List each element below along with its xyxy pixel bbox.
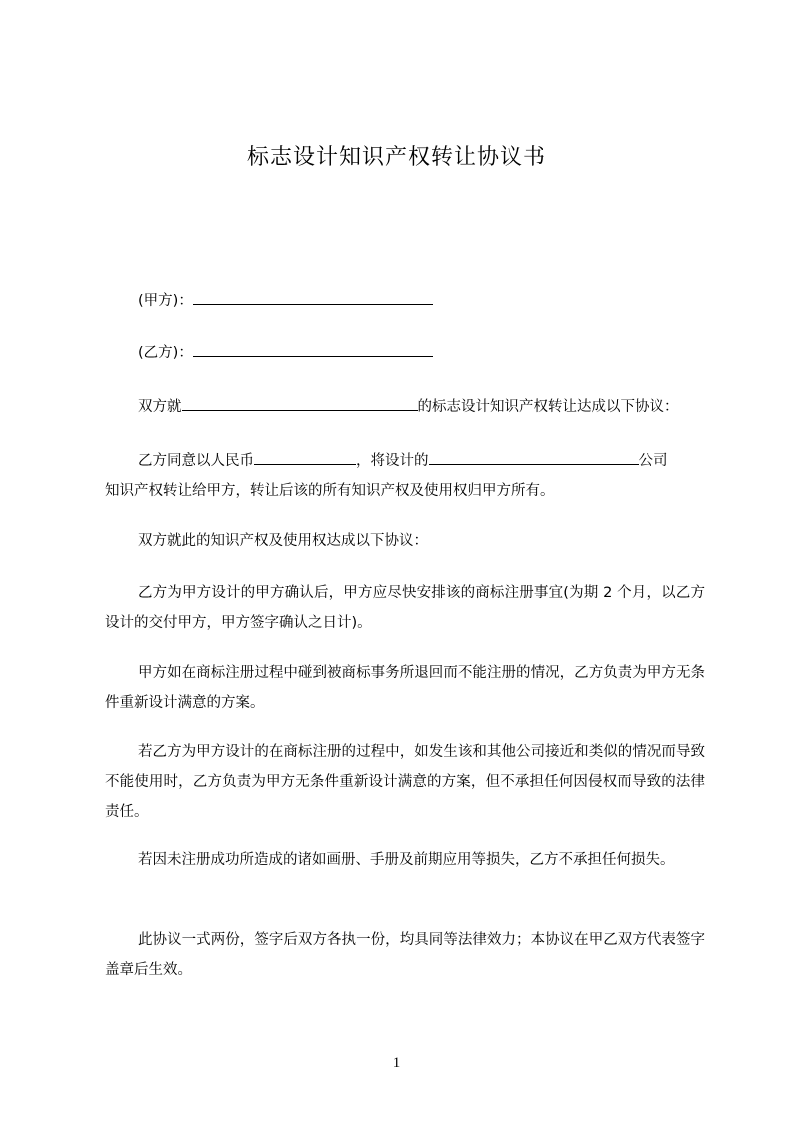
party-b-line [138,338,738,368]
intro-suffix: 的标志设计知识产权转让达成以下协议： [417,399,679,415]
transfer-rest: 知识产权转让给甲方，转让后该的所有知识产权及使用权归甲方所有。 [105,483,555,499]
transfer-prefix: 乙方同意以人民币 [138,453,254,469]
subject-blank [182,394,418,411]
clause-paragraph: 若乙方为甲方设计的在商标注册的过程中，如发生该和其他公司接近和类似的情况而导致不能使用时，乙方负责为甲方无条件重新设计满意的方案，但不承担任何因侵权而导致的法律责任。 [105,744,705,820]
transfer-paragraph [105,446,705,506]
party-a-line [138,286,738,316]
amount-blank [254,448,356,465]
page-number: 1 [392,1055,401,1071]
party-a-label: (甲方)： [138,293,193,309]
intro-prefix: 双方就 [138,399,182,415]
party-b-label: (乙方)： [138,345,193,361]
party-a-blank [193,288,433,305]
clause-paragraph: 甲方如在商标注册过程中碰到被商标事务所退回而不能注册的情况，乙方负责为甲方无条件重新设计满意的方案。 [105,665,705,711]
party-b-blank [193,340,433,357]
transfer-company: 公司 [638,453,668,469]
agreement-heading: 双方就此的知识产权及使用权达成以下协议： [138,533,428,549]
clause-paragraph: 乙方为甲方设计的甲方确认后，甲方应尽快安排该的商标注册事宜(为期 2 个月，以乙方设计的交付甲方，甲方签字确认之日计)。 [105,585,705,631]
intro-paragraph [105,392,705,422]
transfer-middle: ，将设计的 [356,453,429,469]
clause-paragraph: 若因未注册成功所造成的诸如画册、手册及前期应用等损失，乙方不承担任何损失。 [138,852,675,868]
clause-paragraph: 此协议一式两份，签字后双方各执一份，均具同等法律效力；本协议在甲乙双方代表签字盖章后生效。 [105,932,705,978]
document-title: 标志设计知识产权转让协议书 [246,145,546,170]
design-blank [429,448,639,465]
